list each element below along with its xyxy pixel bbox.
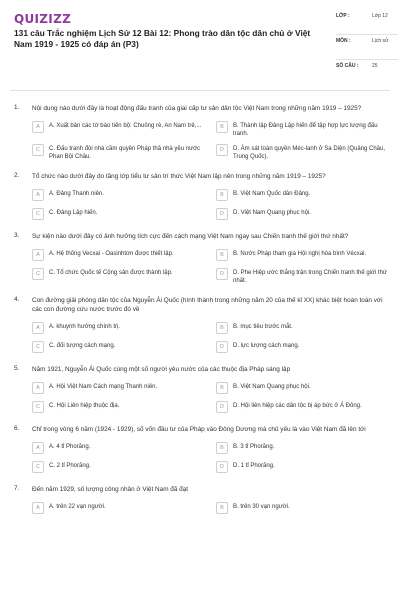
- option-text: C. 2 tỉ Phorăng.: [49, 463, 91, 469]
- option-text: C. đối tượng cách mạng.: [49, 343, 116, 349]
- answer-option[interactable]: [216, 461, 388, 474]
- worksheet-header: [10, 10, 390, 78]
- worksheet-meta: [336, 10, 398, 76]
- question-number: 7.: [14, 485, 20, 492]
- option-text: A. trên 22 vạn người.: [49, 504, 106, 510]
- header-divider: [10, 90, 390, 91]
- option-text: B. 3 tỉ Phorăng.: [233, 444, 275, 450]
- question-text: Chỉ trong vòng 6 năm (1924 - 1929), số vốn đầu tư của Pháp vào Đông Dương mà chủ yếu là vào Việt Nam đã lên tới: [32, 426, 366, 433]
- answer-option[interactable]: [32, 461, 204, 474]
- meta-row-grade: [336, 10, 398, 35]
- answer-option[interactable]: [216, 144, 388, 161]
- question-item: [10, 425, 390, 474]
- option-letter-box: D: [216, 461, 228, 473]
- answer-option[interactable]: [32, 382, 204, 395]
- meta-value: Lớp 12: [372, 13, 388, 19]
- option-text: D. Ám sát toàn quyền Méc-lanh ở Sa Diện (Quảng Châu, Trung Quốc).: [233, 146, 386, 160]
- option-letter-box: A: [32, 121, 44, 133]
- option-text: A. Đảng Thanh niên.: [49, 191, 104, 197]
- option-letter-box: B: [216, 382, 228, 394]
- option-letter-box: A: [32, 442, 44, 454]
- meta-key: LỚP :: [336, 13, 350, 19]
- option-text: D. Phe Hiệp ước thắng trận trong Chiến tranh thế giới thứ nhất.: [233, 270, 387, 284]
- question-number: 3.: [14, 232, 20, 239]
- answer-option[interactable]: [32, 322, 204, 335]
- answer-options: [32, 322, 388, 354]
- option-letter-box: A: [32, 249, 44, 261]
- answer-options: [32, 442, 388, 474]
- question-number: 6.: [14, 425, 20, 432]
- option-letter-box: B: [216, 502, 228, 514]
- option-letter-box: A: [32, 382, 44, 394]
- option-text: A. Xuất bản các tờ báo tiến bộ: Chuông rè, An Nam trẻ,...: [49, 123, 202, 129]
- option-letter-box: C: [32, 268, 44, 280]
- option-letter-box: A: [32, 322, 44, 334]
- option-letter-box: B: [216, 322, 228, 334]
- option-text: C. Tổ chức Quốc tế Cộng sản được thành lập.: [49, 270, 173, 276]
- answer-option[interactable]: [216, 401, 388, 414]
- option-letter-box: D: [216, 208, 228, 220]
- question-text: Con đường giải phóng dân tộc của Nguyễn Ái Quốc (hình thành trong những năm 20 của thế kỉ XX) khác biệt hoàn toàn với các con đường cứu nước trước đó về: [32, 297, 383, 313]
- question-number: 1.: [14, 104, 20, 111]
- option-text: A. 4 tỉ Phorăng.: [49, 444, 91, 450]
- worksheet-page: [0, 10, 400, 610]
- option-text: D. lực lượng cách mạng.: [233, 343, 300, 349]
- quizizz-logo: QUIZIZZ: [14, 12, 72, 26]
- worksheet-title: 131 câu Trắc nghiệm Lịch Sử 12 Bài 12: Phong trào dân tộc dân chủ ở Việt Nam 1919 - 1925 có đáp án (P3): [14, 28, 311, 49]
- option-letter-box: A: [32, 502, 44, 514]
- option-letter-box: B: [216, 249, 228, 261]
- option-letter-box: C: [32, 461, 44, 473]
- answer-option[interactable]: [32, 442, 204, 455]
- option-text: D. 1 tỉ Phorăng.: [233, 463, 275, 469]
- answer-option[interactable]: [216, 268, 388, 285]
- answer-option[interactable]: [32, 401, 204, 414]
- option-letter-box: D: [216, 341, 228, 353]
- answer-option[interactable]: [32, 249, 204, 262]
- option-text: B. Việt Nam Quang phục hội.: [233, 384, 311, 390]
- option-text: D. Việt Nam Quang phục hội.: [233, 210, 311, 216]
- answer-option[interactable]: [216, 208, 388, 221]
- question-text: Sự kiện nào dưới đây có ảnh hưởng tích cực đến cách mạng Việt Nam ngay sau Chiến tranh thế giới thứ nhất?: [32, 233, 349, 240]
- question-item: [10, 104, 390, 161]
- option-text: C. Đấu tranh đòi nhà cầm quyền Pháp thả nhà yêu nước Phan Bội Châu.: [49, 146, 201, 160]
- answer-options: [32, 189, 388, 221]
- answer-option[interactable]: [32, 268, 204, 285]
- answer-option[interactable]: [216, 322, 388, 335]
- answer-option[interactable]: [216, 382, 388, 395]
- question-item: [10, 232, 390, 285]
- option-letter-box: A: [32, 189, 44, 201]
- option-text: D. Hội liên hiệp các dân tộc bị áp bức ở Á Đông.: [233, 403, 362, 409]
- question-item: [10, 172, 390, 221]
- answer-options: [32, 249, 388, 285]
- answer-options: [32, 382, 388, 414]
- meta-key: SỐ CÂU :: [336, 63, 359, 69]
- question-item: [10, 485, 390, 515]
- question-text: Đến năm 1929, số lượng công nhân ở Việt Nam đã đạt: [32, 486, 189, 493]
- question-number: 5.: [14, 365, 20, 372]
- option-letter-box: D: [216, 401, 228, 413]
- meta-value: Lịch sử: [372, 38, 389, 44]
- question-number: 2.: [14, 172, 20, 179]
- answer-option[interactable]: [32, 502, 204, 515]
- option-text: B. trên 30 vạn người.: [233, 504, 290, 510]
- answer-option[interactable]: [216, 189, 388, 202]
- option-letter-box: B: [216, 189, 228, 201]
- question-text: Nội dung nào dưới đây là hoạt động đấu tranh của giai cấp tư sản dân tộc Việt Nam trong những năm 1919 – 1925?: [32, 105, 362, 112]
- answer-option[interactable]: [32, 208, 204, 221]
- answer-option[interactable]: [32, 341, 204, 354]
- answer-option[interactable]: [32, 144, 204, 161]
- option-text: B. Nước Pháp tham gia Hội nghị hòa bình Vécxai.: [233, 251, 367, 257]
- option-letter-box: C: [32, 401, 44, 413]
- option-text: C. Hội Liên hiệp thuộc địa.: [49, 403, 120, 409]
- option-letter-box: C: [32, 341, 44, 353]
- option-letter-box: C: [32, 144, 44, 156]
- option-text: B. mục tiêu trước mắt.: [233, 324, 293, 330]
- meta-value: 25: [372, 63, 378, 69]
- question-item: [10, 296, 390, 354]
- option-letter-box: B: [216, 121, 228, 133]
- answer-option[interactable]: [216, 121, 388, 138]
- question-list: [10, 104, 390, 526]
- answer-options: [32, 502, 388, 515]
- option-letter-box: C: [32, 208, 44, 220]
- option-text: C. Đảng Lập hiến.: [49, 210, 98, 216]
- answer-option[interactable]: [216, 442, 388, 455]
- option-text: A. Hệ thống Vecxai - Oasinhtơn được thiết lập.: [49, 251, 174, 257]
- question-text: Tổ chức nào dưới đây do tầng lớp tiểu tư sản trí thức Việt Nam lập nên trong những năm 1919 – 1925?: [32, 173, 326, 180]
- option-letter-box: D: [216, 268, 228, 280]
- answer-options: [32, 121, 388, 161]
- answer-option[interactable]: [216, 341, 388, 354]
- option-text: B. Việt Nam Quốc dân Đảng.: [233, 191, 311, 197]
- option-letter-box: D: [216, 144, 228, 156]
- meta-row-subject: [336, 35, 398, 60]
- question-item: [10, 365, 390, 414]
- answer-option[interactable]: [216, 249, 388, 262]
- option-text: A. Hội Việt Nam Cách mạng Thanh niên.: [49, 384, 158, 390]
- answer-option[interactable]: [32, 189, 204, 202]
- answer-option[interactable]: [216, 502, 388, 515]
- option-text: A. khuynh hướng chính trị.: [49, 324, 120, 330]
- meta-row-count: [336, 60, 398, 76]
- meta-key: MÔN :: [336, 38, 351, 44]
- question-number: 4.: [14, 296, 20, 303]
- option-text: B. Thành lập Đảng Lập hiến để tập hợp lực lượng đấu tranh.: [233, 123, 378, 137]
- question-text: Năm 1921, Nguyễn Ái Quốc cùng một số người yêu nước của các thuộc địa Pháp sáng lập: [32, 366, 291, 373]
- option-letter-box: B: [216, 442, 228, 454]
- answer-option[interactable]: [32, 121, 204, 138]
